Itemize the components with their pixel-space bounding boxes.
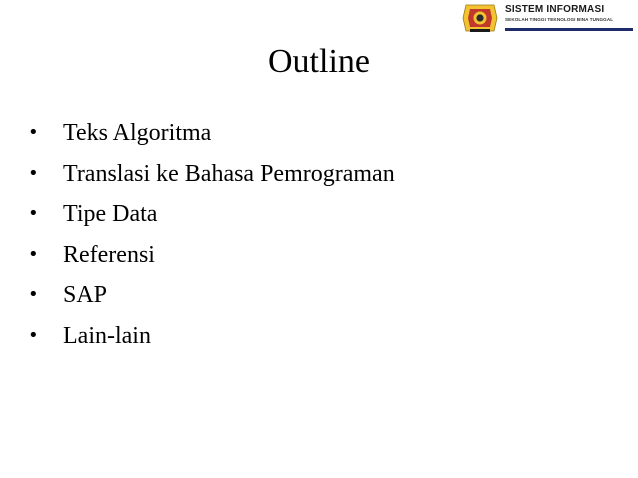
bullet-icon: • [28,122,39,143]
list-item [28,320,395,361]
list-item-text: Lain-lain [63,322,151,349]
bullet-icon: • [28,324,39,346]
brand-title: SISTEM INFORMASI [505,4,605,15]
list-item [28,117,395,158]
bullet-icon: • [28,203,39,224]
brand-underline [505,28,633,31]
bullet-icon: • [28,284,39,305]
bullet-icon: • [28,162,39,184]
list-item [28,279,395,320]
institution-logo-icon [462,2,498,34]
list-item [28,158,395,199]
slide-title: Outline [268,43,370,80]
list-item-text: Teks Algoritma [63,120,212,146]
list-item-text: Translasi ke Bahasa Pemrograman [63,160,395,187]
list-item-text: SAP [63,282,108,308]
list-item [28,239,395,280]
brand-subtitle: SEKOLAH TINGGI TEKNOLOGI BINA TUNGGAL [505,17,614,22]
list-item [28,198,395,239]
list-item-text: Tipe Data [63,201,158,227]
bullet-icon: • [28,243,39,265]
list-item-text: Referensi [63,241,155,268]
outline-list [28,117,395,360]
